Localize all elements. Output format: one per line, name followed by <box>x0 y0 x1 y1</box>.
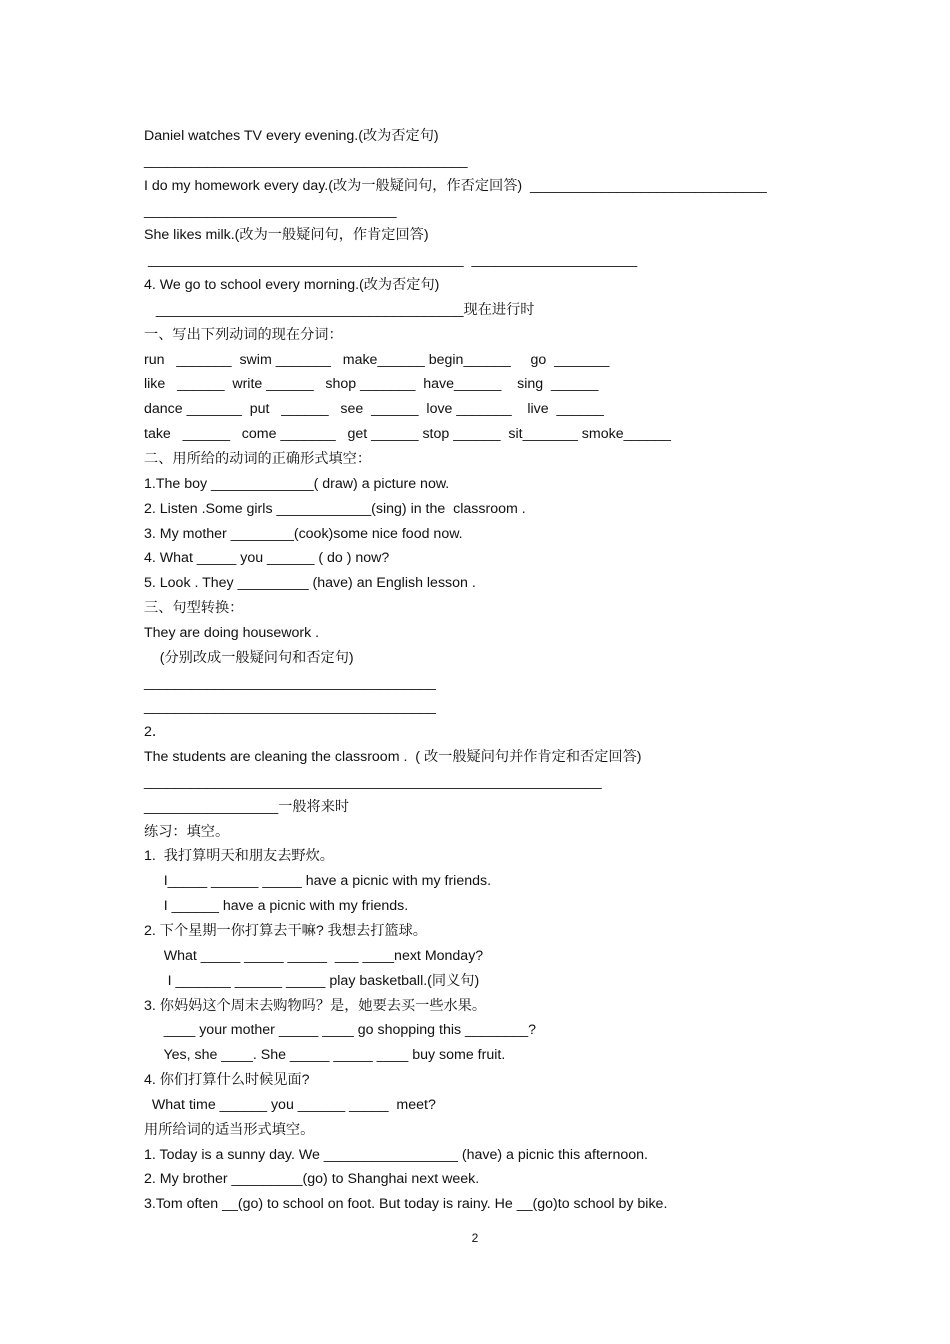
text-line: 5. Look . They _________ (have) an English lesson . <box>144 575 476 592</box>
text-line: What _____ _____ _____ ___ ____next Monday? <box>144 947 484 964</box>
text-line: 4. What _____ you ______ ( do ) now? <box>144 550 390 567</box>
text-line: 1. 我打算明天和朋友去野炊。 <box>144 848 334 865</box>
text-line: _______________________________________现在进行时 <box>144 301 535 318</box>
text-line: I do my homework every day.(改为一般疑问句，作否定回答) ______________________________ <box>144 177 767 194</box>
text-line: like ______ write ______ shop _______ have______ sing ______ <box>144 376 599 393</box>
text-line: 三、句型转换： <box>144 600 244 617</box>
text-line: They are doing housework . <box>144 624 320 641</box>
text-line: The students are cleaning the classroom . ( 改一般疑问句并作肯定和否定回答) <box>144 749 642 766</box>
text-line: ________________________________________ _____________________ <box>144 252 638 269</box>
text-line: ________________________________ <box>144 202 397 219</box>
text-line: _____________________________________ <box>144 674 436 691</box>
text-line: She likes milk.(改为一般疑问句，作肯定回答) <box>144 227 429 244</box>
text-line: Yes, she ____. She _____ _____ ____ buy some fruit. <box>144 1047 506 1064</box>
text-line: 1.The boy _____________( draw) a picture now. <box>144 475 450 492</box>
text-line: 练习：填空。 <box>144 823 230 840</box>
text-line: 4. 你们打算什么时候见面? <box>144 1072 310 1089</box>
text-line: 2． <box>144 724 167 741</box>
text-line: Daniel watches TV every evening.(改为否定句) <box>144 128 439 144</box>
text-line: 用所给词的适当形式填空。 <box>144 1121 315 1138</box>
text-line: _________________________________________ <box>144 152 468 169</box>
text-line: (分别改成一般疑问句和否定句) <box>144 649 354 666</box>
text-line: run _______ swim _______ make______ begin______ go _______ <box>144 351 610 368</box>
text-line: take ______ come _______ get ______ stop ______ sit_______ smoke______ <box>144 426 671 443</box>
text-line: I ______ have a picnic with my friends. <box>144 898 409 915</box>
text-line: __________________________________________________________ <box>144 773 602 790</box>
text-line: ____ your mother _____ ____ go shopping this ________? <box>144 1022 537 1039</box>
text-line: 3. 你妈妈这个周末去购物吗？是，她要去买一些水果。 <box>144 997 487 1014</box>
page-number: 2 <box>471 1231 479 1245</box>
text-line: 4. We go to school every morning.(改为否定句) <box>144 277 440 294</box>
text-line: 2. Listen .Some girls ____________(sing) in the classroom . <box>144 500 526 517</box>
text-line: What time ______ you ______ _____ meet? <box>144 1096 436 1113</box>
text-line: 二、用所给的动词的正确形式填空： <box>144 450 372 467</box>
text-line: 2. 下个星期一你打算去干嘛? 我想去打篮球。 <box>144 923 427 939</box>
text-line: 3. My mother ________(cook)some nice food now. <box>144 525 463 542</box>
text-line: dance _______ put ______ see ______ love _______ live ______ <box>144 401 604 418</box>
text-line: 3.Tom often __(go) to school on foot. But today is rainy. He __(go)to school by bike. <box>144 1196 668 1213</box>
text-line: I _______ ______ _____ play basketball.(同义句) <box>144 972 480 989</box>
text-line: _________________一般将来时 <box>144 798 350 815</box>
text-line: 2. My brother _________(go) to Shanghai next week. <box>144 1171 480 1188</box>
text-line: _____________________________________ <box>144 699 436 716</box>
text-line: I_____ ______ _____ have a picnic with my friends. <box>144 873 492 890</box>
worksheet-text <box>144 124 844 1217</box>
text-line: 1. Today is a sunny day. We _________________ (have) a picnic this afternoon. <box>144 1146 648 1163</box>
text-line: 一、写出下列动词的现在分词： <box>144 326 343 343</box>
